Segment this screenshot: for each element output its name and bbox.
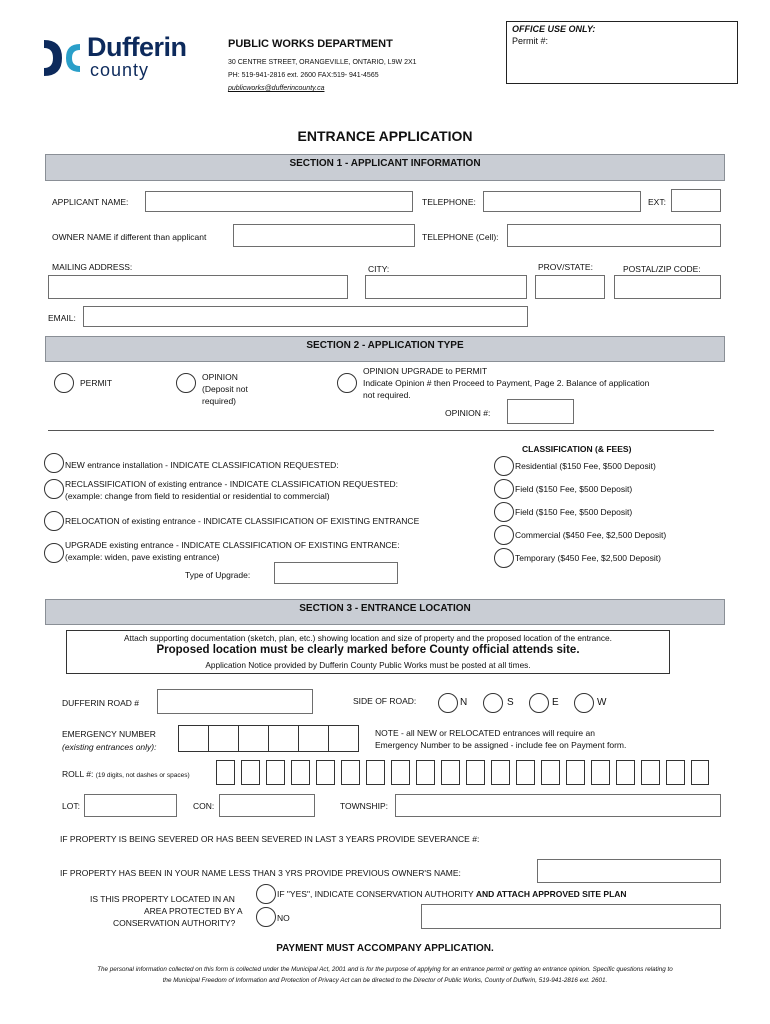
upgrade-existing-label-2: (example: widen, pave existing entrance): [65, 552, 220, 562]
roll-digit-box[interactable]: [341, 760, 360, 785]
email-field[interactable]: [83, 306, 528, 327]
department-name: PUBLIC WORKS DEPARTMENT: [228, 38, 393, 50]
location-notice-box: [66, 630, 670, 674]
type-of-upgrade-label: Type of Upgrade:: [185, 570, 251, 580]
postal-zip-label: POSTAL/ZIP CODE:: [623, 264, 701, 274]
reclassification-label-1: RECLASSIFICATION of existing entrance - INDICATE CLASSIFICATION REQUESTED:: [65, 479, 398, 489]
side-n-label: N: [460, 697, 468, 708]
opinion-upgrade-label-2: Indicate Opinion # then Proceed to Payment, Page 2. Balance of application: [363, 378, 650, 388]
conservation-authority-field[interactable]: [421, 904, 721, 929]
roll-digit-box[interactable]: [466, 760, 485, 785]
conservation-yes-text: IF "YES", INDICATE CONSERVATION AUTHORITY: [277, 889, 474, 899]
owner-name-label: OWNER NAME if different than applicant: [52, 232, 207, 242]
dufferin-road-field[interactable]: [157, 689, 313, 714]
privacy-notice-1: The personal information collected on this form is collected under the Municipal Act, 2001 and is for the purpose of applying for an entrance permit or getting an entrance opinion. Specific questions relating to: [97, 966, 673, 973]
roll-digit-box[interactable]: [391, 760, 410, 785]
relocation-label: RELOCATION of existing entrance - INDICATE CLASSIFICATION OF EXISTING ENTRANCE: [65, 516, 420, 526]
mailing-address-label: MAILING ADDRESS:: [52, 262, 133, 272]
side-w-radio[interactable]: [574, 693, 594, 713]
class-temporary-radio[interactable]: [494, 548, 514, 568]
roll-digit-box[interactable]: [291, 760, 310, 785]
conservation-no-label: NO: [277, 913, 290, 923]
emergency-number-field[interactable]: [178, 725, 359, 752]
applicant-name-label: APPLICANT NAME:: [52, 197, 129, 207]
new-entrance-radio[interactable]: [44, 453, 64, 473]
section2-divider: [48, 430, 714, 431]
roll-digit-box[interactable]: [366, 760, 385, 785]
side-s-label: S: [507, 697, 514, 708]
department-email[interactable]: publicworks@dufferincounty.ca: [228, 85, 325, 92]
class-residential-label: Residential ($150 Fee, $500 Deposit): [515, 461, 656, 471]
class-commercial-label: Commercial ($450 Fee, $2,500 Deposit): [515, 530, 667, 540]
roll-number-field[interactable]: [216, 760, 702, 785]
telephone-field[interactable]: [483, 191, 641, 212]
dufferin-road-label: DUFFERIN ROAD #: [62, 698, 139, 708]
class-commercial-radio[interactable]: [494, 525, 514, 545]
township-label: TOWNSHIP:: [340, 801, 389, 811]
emergency-number-label-2: (existing entrances only):: [62, 742, 157, 752]
page-title: ENTRANCE APPLICATION: [297, 128, 473, 144]
prov-state-label: PROV/STATE:: [538, 262, 593, 272]
notice-line-3: Application Notice provided by Dufferin County Public Works must be posted at all times.: [205, 660, 531, 670]
opinion-upgrade-radio[interactable]: [337, 373, 357, 393]
side-of-road-label: SIDE OF ROAD:: [353, 696, 417, 706]
side-n-radio[interactable]: [438, 693, 458, 713]
telephone-label: TELEPHONE:: [422, 197, 476, 207]
roll-digit-box[interactable]: [441, 760, 460, 785]
conservation-no-radio[interactable]: [256, 907, 276, 927]
privacy-notice-2: the Municipal Freedom of Information and Protection of Privacy Act can be directed to the Director of Public Works, County of Dufferin, 519-941-2816 ext. 2601.: [162, 977, 608, 984]
county-logo: [40, 34, 215, 84]
class-temporary-label: Temporary ($450 Fee, $2,500 Deposit): [515, 553, 661, 563]
ext-field[interactable]: [671, 189, 721, 212]
side-s-radio[interactable]: [483, 693, 503, 713]
conservation-question-2: AREA PROTECTED BY A: [144, 906, 243, 916]
roll-digit-box[interactable]: [566, 760, 585, 785]
logo-sub: county: [90, 60, 150, 80]
conservation-yes-label: [277, 889, 627, 899]
roll-digit-box[interactable]: [316, 760, 335, 785]
classification-title: CLASSIFICATION (& FEES): [522, 444, 632, 454]
roll-label: ROLL #:: [62, 769, 94, 779]
roll-digit-box[interactable]: [266, 760, 285, 785]
previous-owner-label: IF PROPERTY HAS BEEN IN YOUR NAME LESS THAN 3 YRS PROVIDE PREVIOUS OWNER'S NAME:: [60, 868, 461, 878]
roll-digit-box[interactable]: [241, 760, 260, 785]
class-field-label: Field ($150 Fee, $500 Deposit): [515, 484, 633, 494]
previous-owner-field[interactable]: [537, 859, 721, 883]
conservation-question-1: IS THIS PROPERTY LOCATED IN AN: [90, 894, 235, 904]
city-label: CITY:: [368, 264, 390, 274]
side-e-radio[interactable]: [529, 693, 549, 713]
applicant-name-field[interactable]: [145, 191, 413, 212]
roll-digit-box[interactable]: [616, 760, 635, 785]
roll-digit-box[interactable]: [516, 760, 535, 785]
roll-digit-box[interactable]: [691, 760, 709, 785]
upgrade-existing-radio[interactable]: [44, 543, 64, 563]
emergency-note-1: NOTE - all NEW or RELOCATED entrances will require an: [375, 728, 595, 738]
payment-notice: PAYMENT MUST ACCOMPANY APPLICATION.: [276, 943, 494, 954]
roll-digit-box[interactable]: [216, 760, 235, 785]
city-field[interactable]: [365, 275, 527, 299]
email-label: EMAIL:: [48, 313, 76, 323]
roll-digit-box[interactable]: [416, 760, 435, 785]
conservation-yes-radio[interactable]: [256, 884, 276, 904]
telephone-cell-label: TELEPHONE (Cell):: [422, 232, 499, 242]
prov-state-field[interactable]: [535, 275, 605, 299]
upgrade-existing-label-1: UPGRADE existing entrance - INDICATE CLASSIFICATION OF EXISTING ENTRANCE:: [65, 540, 400, 550]
opinion-label-2: (Deposit not: [202, 384, 248, 394]
class-field-2-radio[interactable]: [494, 502, 514, 522]
relocation-radio[interactable]: [44, 511, 64, 531]
telephone-cell-field[interactable]: [507, 224, 721, 247]
side-w-label: W: [597, 697, 607, 708]
section1-heading: SECTION 1 - APPLICANT INFORMATION: [45, 154, 725, 181]
opinion-number-label: OPINION #:: [445, 408, 491, 418]
opinion-upgrade-label-3: not required.: [363, 390, 411, 400]
conservation-question-3: CONSERVATION AUTHORITY?: [113, 918, 236, 928]
mailing-address-field[interactable]: [48, 275, 348, 299]
section2-heading: SECTION 2 - APPLICATION TYPE: [45, 336, 725, 362]
township-field[interactable]: [395, 794, 721, 817]
opinion-label-3: required): [202, 396, 237, 406]
department-address: 30 CENTRE STREET, ORANGEVILLE, ONTARIO, L9W 2X1: [228, 59, 417, 66]
con-field[interactable]: [219, 794, 315, 817]
emergency-note-2: Emergency Number to be assigned - include fee on Payment form.: [375, 740, 627, 750]
roll-digit-box[interactable]: [641, 760, 660, 785]
notice-line-1: Attach supporting documentation (sketch, plan, etc.) showing location and size of property and the proposed location of the entrance.: [124, 633, 612, 643]
lot-field[interactable]: [84, 794, 177, 817]
severance-label: IF PROPERTY IS BEING SEVERED OR HAS BEEN SEVERED IN LAST 3 YEARS PROVIDE SEVERANCE #:: [60, 834, 480, 844]
class-residential-radio[interactable]: [494, 456, 514, 476]
roll-note: (19 digits, not dashes or spaces): [95, 772, 190, 779]
roll-number-label: [62, 769, 190, 779]
conservation-yes-bold: AND ATTACH APPROVED SITE PLAN: [475, 889, 627, 899]
emergency-number-label-1: EMERGENCY NUMBER: [62, 729, 156, 739]
department-phone: PH: 519-941-2816 ext. 2600 FAX:519- 941-4565: [228, 72, 379, 79]
roll-digit-box[interactable]: [491, 760, 510, 785]
permit-radio[interactable]: [54, 373, 74, 393]
section3-heading: SECTION 3 - ENTRANCE LOCATION: [45, 599, 725, 625]
permit-label: PERMIT: [80, 378, 113, 388]
roll-digit-box[interactable]: [591, 760, 610, 785]
office-use-label: OFFICE USE ONLY:: [512, 24, 596, 34]
lot-label: LOT:: [62, 801, 80, 811]
logo-mark-icon: [40, 36, 82, 80]
con-label: CON:: [193, 801, 215, 811]
opinion-number-field[interactable]: [507, 399, 574, 424]
new-entrance-label: NEW entrance installation - INDICATE CLASSIFICATION REQUESTED:: [65, 460, 339, 470]
ext-label: EXT:: [648, 197, 666, 207]
notice-line-2: Proposed location must be clearly marked before County official attends site.: [156, 644, 580, 656]
postal-zip-field[interactable]: [614, 275, 721, 299]
opinion-radio[interactable]: [176, 373, 196, 393]
type-of-upgrade-field[interactable]: [274, 562, 398, 584]
roll-digit-box[interactable]: [541, 760, 560, 785]
class-field-2-label: Field ($150 Fee, $500 Deposit): [515, 507, 633, 517]
roll-digit-box[interactable]: [666, 760, 685, 785]
owner-name-field[interactable]: [233, 224, 415, 247]
opinion-upgrade-label-1: OPINION UPGRADE to PERMIT: [363, 366, 488, 376]
side-e-label: E: [552, 697, 559, 708]
class-field-radio[interactable]: [494, 479, 514, 499]
reclassification-label-2: (example: change from field to residential or residential to commercial): [65, 491, 330, 501]
office-use-box: [506, 21, 738, 84]
permit-number-label: Permit #:: [512, 36, 549, 46]
opinion-label-1: OPINION: [202, 372, 238, 382]
logo-name: Dufferin: [87, 32, 187, 62]
reclassification-radio[interactable]: [44, 479, 64, 499]
